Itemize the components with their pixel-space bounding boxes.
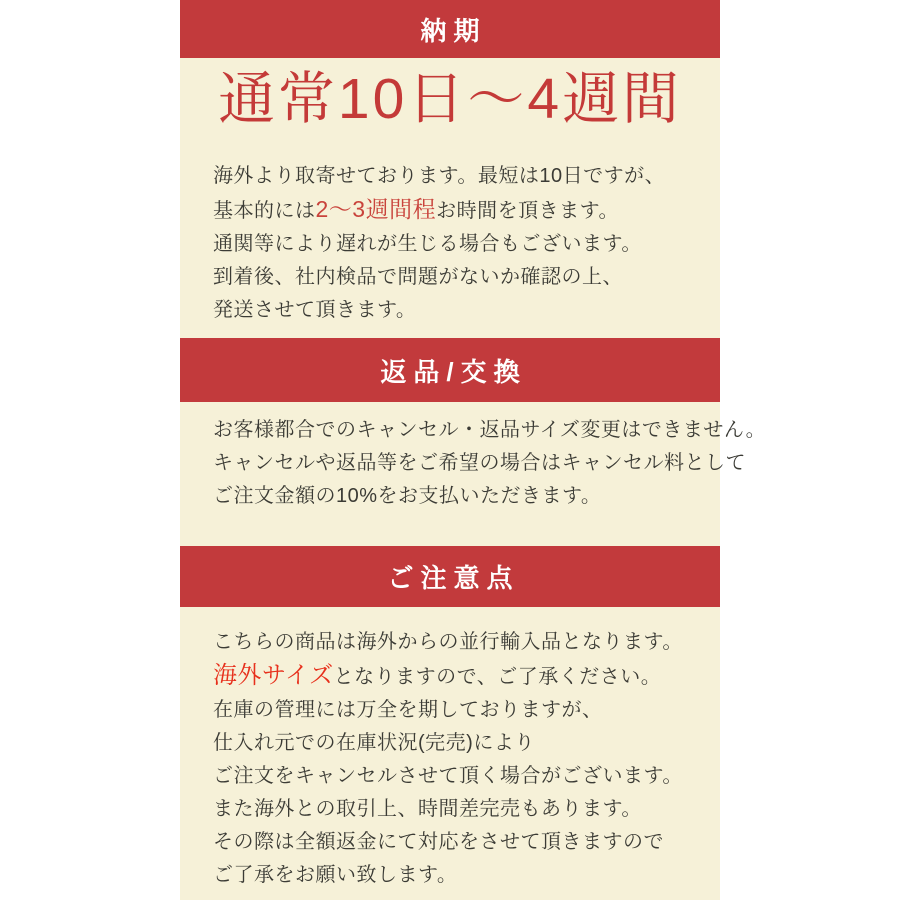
text-segment: また海外との取引上、時間差完売もあります。 [213,798,642,820]
text-line [213,727,720,760]
delivery-time-title: 通常10日～4週間 [217,67,683,131]
text-segment: ご注文金額の10%をお支払いただきます。 [213,485,602,507]
text-line [213,160,720,193]
section-header-caution [180,546,720,607]
text-line [213,193,720,228]
text-segment: ご注文をキャンセルさせて頂く場合がございます。 [213,765,683,787]
text-line [213,694,720,727]
notice-panel [180,0,767,900]
text-segment: お客様都合でのキャンセル・返品サイズ変更はできません。 [213,419,767,441]
section-body-delivery [180,58,720,338]
text-segment: ご了承をお願い致します。 [213,864,458,886]
text-segment: こちらの商品は海外からの並行輸入品となります。 [213,631,683,653]
text-line [213,228,720,261]
section-header-delivery-label: 納期 [420,15,487,46]
text-line [213,480,720,513]
section-header-returns-label: 返品/交換 [380,356,527,387]
text-line [213,414,767,447]
text-segment: 海外より取寄せております。最短は10日ですが、 [213,165,666,187]
text-segment: 発送させて頂きます。 [213,299,417,321]
section-body-returns [180,402,767,546]
text-segment: となりますので、ご了承ください。 [333,666,662,688]
text-segment: 仕入れ元での在庫状況(完売)により [213,732,535,754]
text-line [213,760,720,793]
text-segment: 基本的には [213,200,316,222]
section-header-caution-label: ご注意点 [387,563,520,593]
accent-text: 海外サイズ [213,662,334,689]
text-segment: 到着後、社内検品で問題がないか確認の上、 [213,266,623,288]
text-line [213,659,720,694]
section-header-returns [180,338,720,402]
text-line [213,626,720,659]
text-line [213,793,720,826]
text-segment: 在庫の管理には万全を期しておりますが、 [213,699,603,721]
text-segment: その際は全額返金にて対応をさせて頂きますので [213,831,664,853]
text-line [213,294,720,327]
text-segment: 通関等により遅れが生じる場合もございます。 [213,233,642,255]
delivery-paragraph [180,160,720,327]
text-segment: キャンセルや返品等をご希望の場合はキャンセル料として [213,452,746,474]
section-body-caution [180,607,720,900]
text-line [213,826,720,859]
accent-text: 2～3週間程 [315,196,437,222]
section-header-delivery [180,0,720,58]
text-line [213,261,720,294]
caution-paragraph [180,626,720,892]
text-segment: お時間を頂きます。 [436,200,619,222]
returns-paragraph [180,414,767,513]
text-line [213,859,720,892]
text-line [213,447,746,480]
